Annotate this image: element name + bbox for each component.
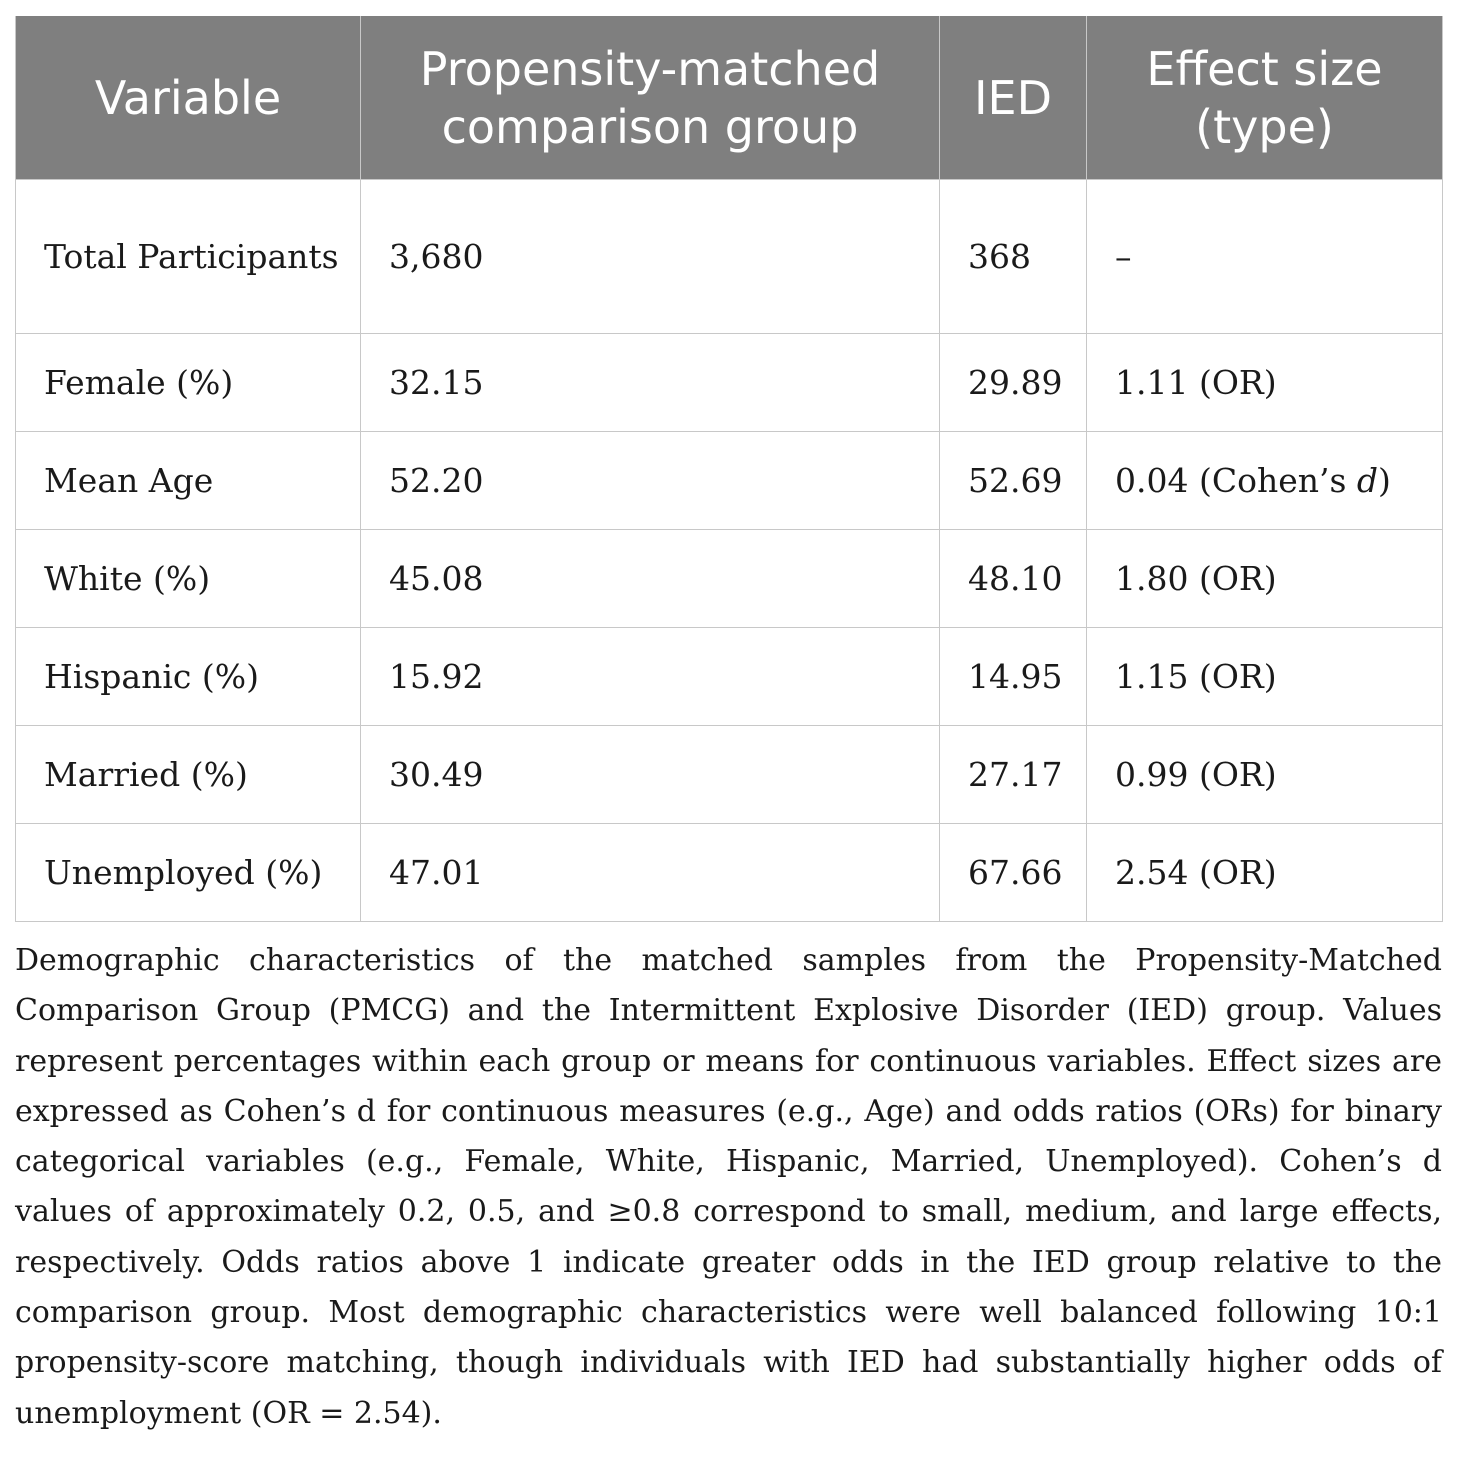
cell-effect: 1.15 (OR) <box>1087 628 1443 726</box>
cell-ied: 29.89 <box>940 334 1087 432</box>
header-effect-size: Effect size (type) <box>1087 16 1443 180</box>
cell-ied: 27.17 <box>940 726 1087 824</box>
cell-ied: 52.69 <box>940 432 1087 530</box>
cell-pmcg: 32.15 <box>361 334 940 432</box>
table-row <box>16 628 1443 726</box>
table-row <box>16 824 1443 922</box>
cell-pmcg: 52.20 <box>361 432 940 530</box>
cell-pmcg: 3,680 <box>361 180 940 334</box>
cell-effect <box>1087 432 1443 530</box>
cell-pmcg: 30.49 <box>361 726 940 824</box>
cell-variable: Female (%) <box>16 334 361 432</box>
cell-effect: 1.80 (OR) <box>1087 530 1443 628</box>
table-row <box>16 530 1443 628</box>
cell-ied: 368 <box>940 180 1087 334</box>
cell-variable: Hispanic (%) <box>16 628 361 726</box>
table-row <box>16 180 1443 334</box>
effect-suffix: ) <box>1378 461 1391 500</box>
demographics-table <box>15 16 1443 922</box>
cell-pmcg: 45.08 <box>361 530 940 628</box>
cell-ied: 67.66 <box>940 824 1087 922</box>
document-page <box>15 16 1442 1469</box>
table-row <box>16 334 1443 432</box>
cell-variable: Mean Age <box>16 432 361 530</box>
table-row <box>16 432 1443 530</box>
cell-ied: 48.10 <box>940 530 1087 628</box>
cell-effect: 0.99 (OR) <box>1087 726 1443 824</box>
table-caption: Demographic characteristics of the matched samples from the Propensity-Matched Comparison Group (PMCG) and the Intermittent Explosive Disorder (IED) group. Values represent percentages within each group or means for continuous variables. Effect sizes are expressed as Cohen’s d for continuous measures (e.g., Age) and odds ratios (ORs) for binary categorical variables (e.g., Female, White, Hispanic, Married, Unemployed). Cohen’s d values of approximately 0.2, 0.5, and ≥0.8 correspond to small, medium, and large effects, respectively. Odds ratios above 1 indicate greater odds in the IED group relative to the comparison group. Most demographic characteristics were well balanced following 10:1 propensity-score matching, though individuals with IED had substantially higher odds of unemployment (OR = 2.54). <box>15 943 1442 1431</box>
effect-italic: d <box>1356 461 1379 500</box>
effect-prefix: 0.04 (Cohen’s <box>1115 461 1357 500</box>
cell-effect: 2.54 (OR) <box>1087 824 1443 922</box>
cell-variable: White (%) <box>16 530 361 628</box>
cell-variable: Married (%) <box>16 726 361 824</box>
header-ied: IED <box>940 16 1087 180</box>
cell-ied: 14.95 <box>940 628 1087 726</box>
header-row <box>16 16 1443 180</box>
cell-pmcg: 47.01 <box>361 824 940 922</box>
cell-variable: Unemployed (%) <box>16 824 361 922</box>
cell-effect: – <box>1087 180 1443 334</box>
cell-effect: 1.11 (OR) <box>1087 334 1443 432</box>
cell-pmcg: 15.92 <box>361 628 940 726</box>
cell-variable: Total Participants <box>16 180 361 334</box>
table-row <box>16 726 1443 824</box>
header-pmcg: Propensity-matched comparison group <box>361 16 940 180</box>
header-variable: Variable <box>16 16 361 180</box>
